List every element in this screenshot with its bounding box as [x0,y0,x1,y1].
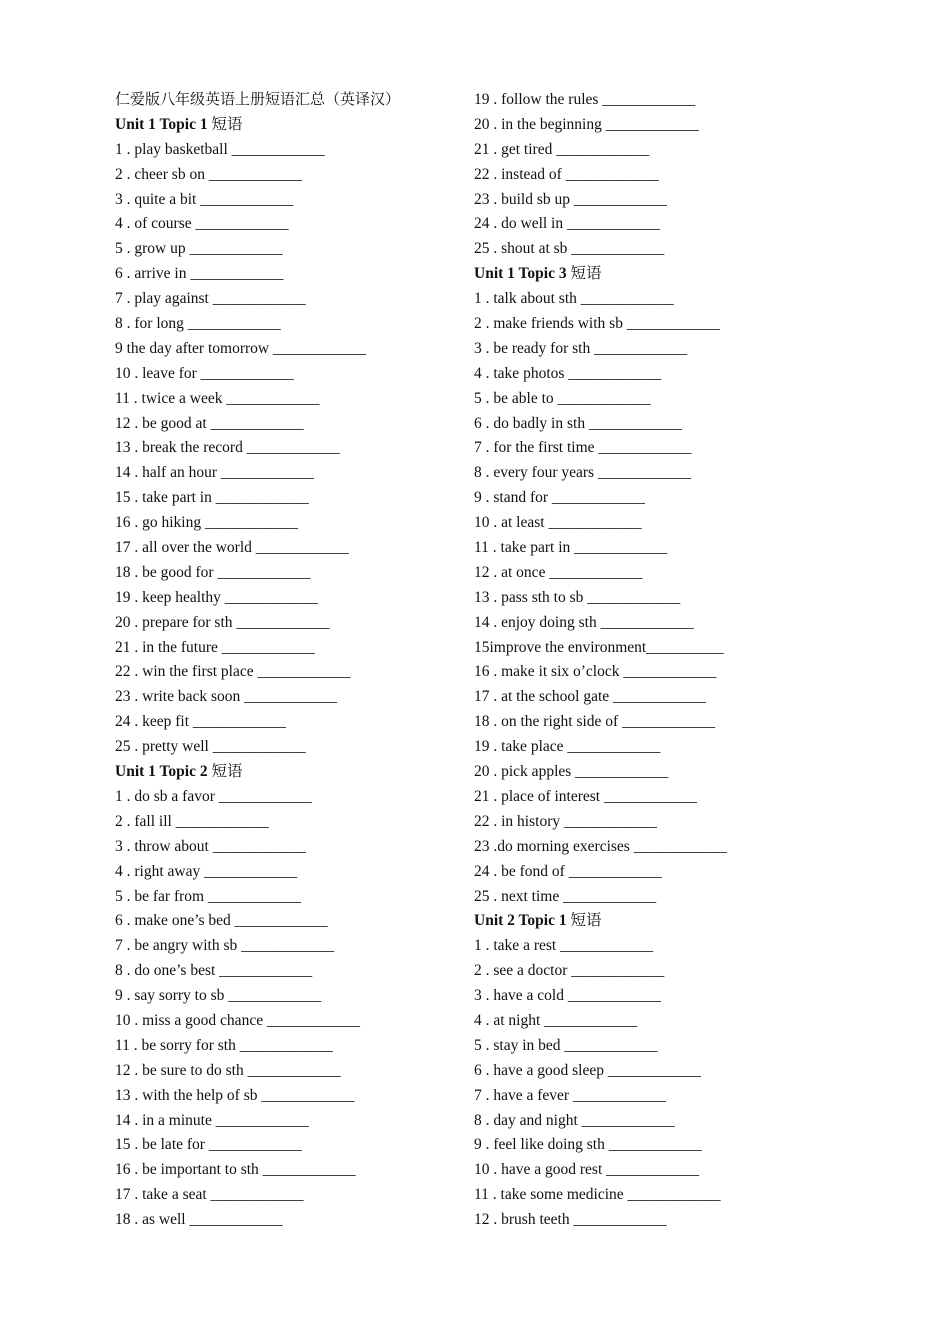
phrase-item: 7 . be angry with sb ____________ [115,937,335,955]
phrase-item: 10 . leave for ____________ [115,364,294,382]
phrase-item: 8 . for long ____________ [115,315,281,333]
phrase-item: 12 . at once ____________ [474,563,643,581]
phrase-item: 11 . take part in ____________ [474,539,668,557]
section-heading-unit-1-topic-3 [474,262,834,287]
phrase-item: 3 . have a cold ____________ [474,987,661,1005]
phrase-item: 25 . next time ____________ [474,887,657,905]
section-heading-unit-2-topic-1 [474,909,834,934]
phrase-item: 18 . on the right side of ____________ [474,713,716,731]
phrase-item: 8 . do one’s best ____________ [115,962,313,980]
section-heading-unit-1-topic-2 [115,760,455,785]
section-heading-suffix: 短语 [570,265,602,283]
phrase-item: 9 . feel like doing sth ____________ [474,1136,702,1154]
phrase-item: 23 .do morning exercises ____________ [474,837,727,855]
section-heading-suffix: 短语 [570,912,602,930]
phrase-item: 9 the day after tomorrow ____________ [115,339,366,357]
section-heading-suffix: 短语 [211,763,243,781]
phrase-item: 1 . talk about sth ____________ [474,290,674,308]
phrase-item: 9 . say sorry to sb ____________ [115,987,322,1005]
phrase-item: 12 . brush teeth ____________ [474,1211,667,1229]
phrase-item: 17 . at the school gate ____________ [474,688,707,706]
left-column [115,88,455,1233]
section-heading-suffix: 短语 [211,115,243,133]
phrase-item: 7 . for the first time ____________ [474,439,692,457]
phrase-item: 4 . of course ____________ [115,215,289,233]
phrase-item: 15improve the environment__________ [474,638,724,656]
phrase-item: 4 . take photos ____________ [474,364,662,382]
phrase-item: 11 . twice a week ____________ [115,389,320,407]
phrase-item: 19 . take place ____________ [474,738,661,756]
phrase-item: 16 . be important to sth ____________ [115,1161,356,1179]
phrase-item: 20 . pick apples ____________ [474,763,669,781]
phrase-item: 25 . pretty well ____________ [115,738,306,756]
phrase-item: 22 . win the first place ____________ [115,663,351,681]
phrase-item: 5 . be far from ____________ [115,887,301,905]
phrase-item: 6 . have a good sleep ____________ [474,1061,701,1079]
phrase-item: 25 . shout at sb ____________ [474,240,665,258]
phrase-item: 13 . break the record ____________ [115,439,340,457]
phrase-item: 5 . stay in bed ____________ [474,1036,658,1054]
phrase-item: 3 . be ready for sth ____________ [474,339,688,357]
section-heading-label: Unit 1 Topic 3 [474,265,567,283]
phrase-item: 10 . at least ____________ [474,514,642,532]
phrase-item: 14 . half an hour ____________ [115,464,314,482]
phrase-item: 13 . pass sth to sb ____________ [474,588,681,606]
phrase-item: 18 . be good for ____________ [115,563,311,581]
section-heading-label: Unit 1 Topic 1 [115,115,208,133]
phrase-item: 11 . be sorry for sth ____________ [115,1036,333,1054]
phrase-item: 2 . fall ill ____________ [115,812,269,830]
phrase-item: 12 . be good at ____________ [115,414,304,432]
phrase-item: 6 . arrive in ____________ [115,265,284,283]
phrase-item: 4 . right away ____________ [115,862,298,880]
phrase-item: 1 . play basketball ____________ [115,140,325,158]
phrase-item: 14 . enjoy doing sth ____________ [474,613,694,631]
phrase-item: 2 . see a doctor ____________ [474,962,665,980]
phrase-item: 24 . do well in ____________ [474,215,660,233]
phrase-item: 21 . get tired ____________ [474,140,650,158]
phrase-item: 5 . be able to ____________ [474,389,651,407]
phrase-item: 21 . in the future ____________ [115,638,315,656]
phrase-item: 13 . with the help of sb ____________ [115,1086,355,1104]
phrase-item: 1 . do sb a favor ____________ [115,787,312,805]
phrase-item: 8 . every four years ____________ [474,464,691,482]
phrase-item: 15 . take part in ____________ [115,489,309,507]
phrase-item: 9 . stand for ____________ [474,489,645,507]
phrase-item: 3 . quite a bit ____________ [115,190,294,208]
phrase-item: 14 . in a minute ____________ [115,1111,309,1129]
phrase-item: 8 . day and night ____________ [474,1111,675,1129]
phrase-item: 17 . take a seat ____________ [115,1186,304,1204]
phrase-item: 3 . throw about ____________ [115,837,306,855]
phrase-item: 22 . in history ____________ [474,812,657,830]
phrase-item: 17 . all over the world ____________ [115,539,349,557]
phrase-item: 10 . miss a good chance ____________ [115,1011,360,1029]
section-heading-unit-1-topic-1 [115,113,455,138]
phrase-item: 20 . prepare for sth ____________ [115,613,330,631]
phrase-item: 19 . keep healthy ____________ [115,588,318,606]
document-title: 仁爱版八年级英语上册短语汇总（英译汉） [115,92,401,108]
phrase-item: 11 . take some medicine ____________ [474,1186,721,1204]
phrase-item: 23 . write back soon ____________ [115,688,338,706]
phrase-item: 2 . cheer sb on ____________ [115,165,302,183]
phrase-item: 24 . keep fit ____________ [115,713,286,731]
right-column [474,88,834,1233]
phrase-item: 10 . have a good rest ____________ [474,1161,700,1179]
phrase-item: 6 . do badly in sth ____________ [474,414,682,432]
phrase-item: 1 . take a rest ____________ [474,937,654,955]
phrase-item: 18 . as well ____________ [115,1211,283,1229]
phrase-item: 2 . make friends with sb ____________ [474,315,720,333]
phrase-item: 23 . build sb up ____________ [474,190,667,208]
phrase-item: 7 . have a fever ____________ [474,1086,666,1104]
phrase-item: 22 . instead of ____________ [474,165,659,183]
phrase-item: 21 . place of interest ____________ [474,787,697,805]
phrase-item: 4 . at night ____________ [474,1011,638,1029]
phrase-item: 24 . be fond of ____________ [474,862,662,880]
phrase-item: 20 . in the beginning ____________ [474,115,699,133]
phrase-item: 6 . make one’s bed ____________ [115,912,328,930]
phrase-item: 19 . follow the rules ____________ [474,91,696,108]
phrase-item: 12 . be sure to do sth ____________ [115,1061,341,1079]
phrase-item: 7 . play against ____________ [115,290,306,308]
section-heading-label: Unit 2 Topic 1 [474,912,567,930]
section-heading-label: Unit 1 Topic 2 [115,763,208,781]
phrase-item: 16 . go hiking ____________ [115,514,298,532]
phrase-item: 5 . grow up ____________ [115,240,283,258]
phrase-item: 16 . make it six o’clock ____________ [474,663,717,681]
phrase-item: 15 . be late for ____________ [115,1136,302,1154]
